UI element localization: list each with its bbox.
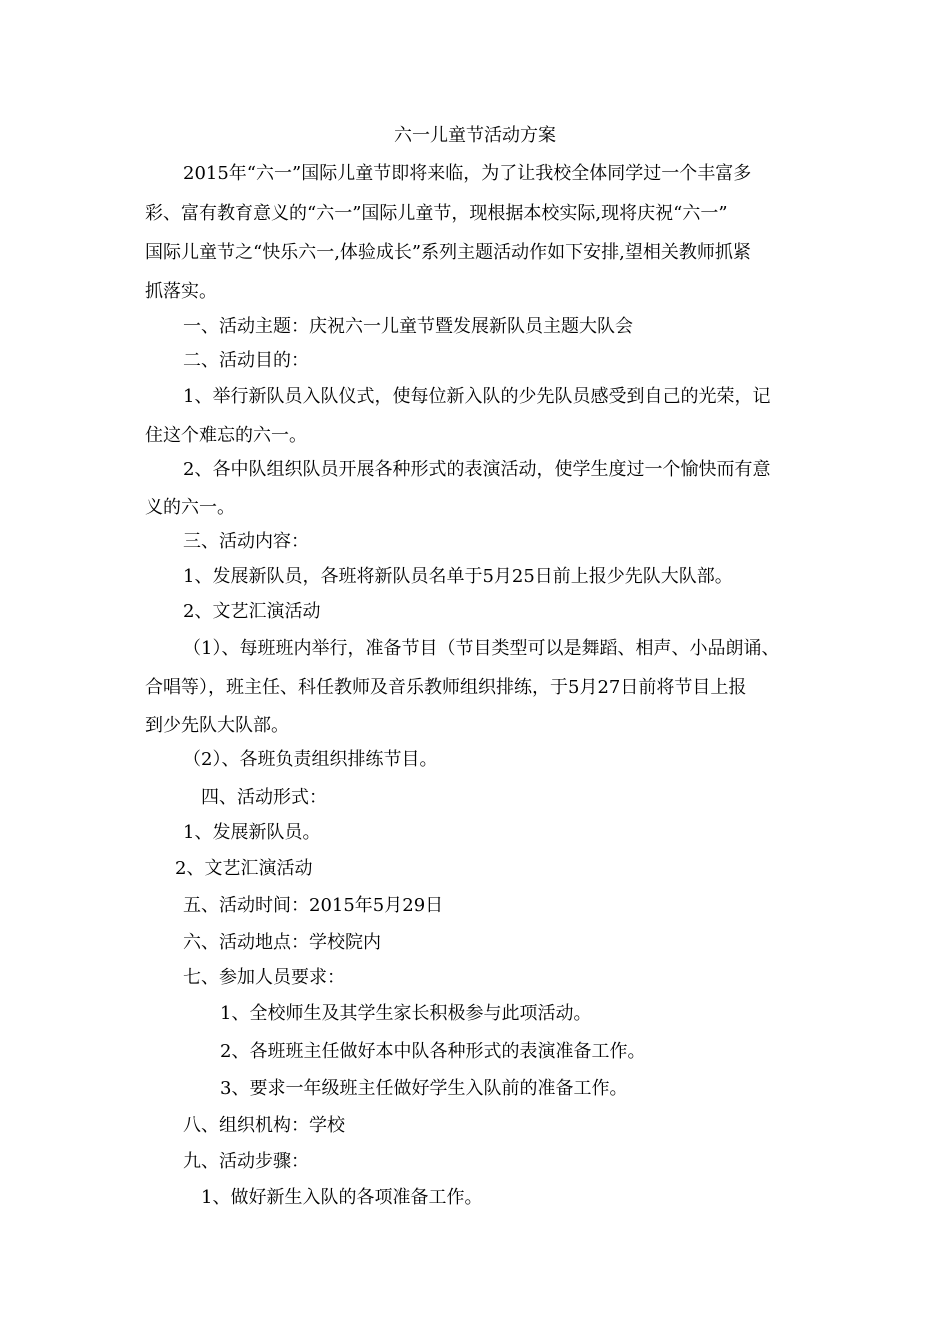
intro-line-3: 国际儿童节之“快乐六一,体验成长”系列主题活动作如下安排,望相关教师抓紧: [145, 242, 751, 263]
intro-line-4: 抓落实。: [145, 281, 217, 302]
purpose-1-line-1: 1、举行新队员入队仪式，使每位新入队的少先队员感受到自己的光荣，记: [183, 386, 771, 407]
content-2-1-line-2: 合唱等），班主任、科任教师及音乐教师组织排练，于5月27日前将节目上报: [145, 677, 747, 698]
section-steps-heading: 九、活动步骤：: [183, 1151, 309, 1172]
section-organization: 八、组织机构：学校: [183, 1115, 345, 1136]
purpose-2-line-1: 2、各中队组织队员开展各种形式的表演活动，使学生度过一个愉快而有意: [183, 459, 771, 480]
content-2-1-line-3: 到少先队大队部。: [145, 715, 289, 736]
form-1: 1、发展新队员。: [183, 822, 321, 843]
content-2: 2、文艺汇演活动: [183, 601, 321, 622]
content-1: 1、发展新队员，各班将新队员名单于5月25日前上报少先队大队部。: [183, 566, 733, 587]
section-participants-heading: 七、参加人员要求：: [183, 967, 345, 988]
section-purpose-heading: 二、活动目的：: [183, 350, 309, 371]
intro-line-1: 2015年“六一”国际儿童节即将来临，为了让我校全体同学过一个丰富多: [183, 163, 752, 184]
requirement-2: 2、各班班主任做好本中队各种形式的表演准备工作。: [220, 1041, 646, 1062]
section-time: 五、活动时间：2015年5月29日: [183, 895, 444, 916]
content-2-1-line-1: （1）、每班班内举行，准备节目（节目类型可以是舞蹈、相声、小品朗诵、: [183, 638, 780, 659]
section-content-heading: 三、活动内容：: [183, 531, 309, 552]
section-theme: 一、活动主题：庆祝六一儿童节暨发展新队员主题大队会: [183, 316, 633, 337]
section-location: 六、活动地点：学校院内: [183, 932, 381, 953]
section-form-heading: 四、活动形式：: [201, 787, 327, 808]
step-1: 1、做好新生入队的各项准备工作。: [201, 1187, 483, 1208]
document-title: 六一儿童节活动方案: [394, 125, 556, 146]
form-2: 2、文艺汇演活动: [175, 858, 313, 879]
purpose-1-line-2: 住这个难忘的六一。: [145, 425, 307, 446]
content-2-2: （2）、各班负责组织排练节目。: [183, 749, 438, 770]
requirement-3: 3、要求一年级班主任做好学生入队前的准备工作。: [220, 1078, 628, 1099]
purpose-2-line-2: 义的六一。: [145, 497, 235, 518]
requirement-1: 1、全校师生及其学生家长积极参与此项活动。: [220, 1003, 592, 1024]
intro-line-2: 彩、富有教育意义的“六一”国际儿童节，现根据本校实际,现将庆祝“六一”: [145, 203, 728, 224]
